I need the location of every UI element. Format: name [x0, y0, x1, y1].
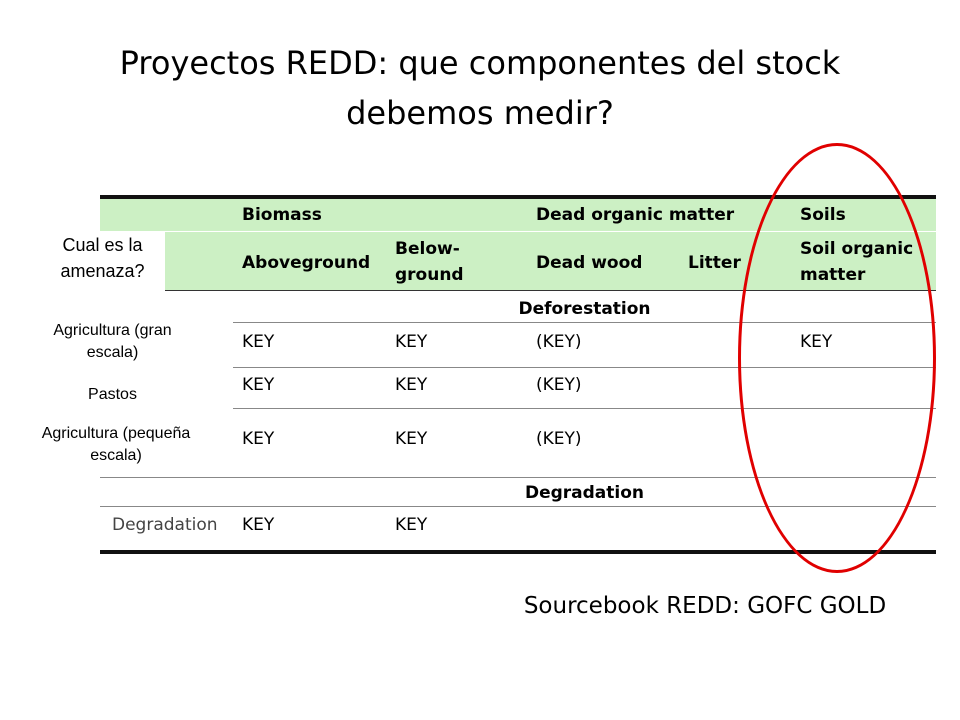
col-header-aboveground: Aboveground	[242, 253, 371, 273]
col-header-dead-wood: Dead wood	[536, 253, 643, 273]
threat-line-2: amenaza?	[60, 261, 145, 281]
cell-r3-belowground: KEY	[395, 429, 428, 449]
cell-r2-aboveground: KEY	[242, 375, 275, 395]
soil-highlight-ellipse	[738, 143, 936, 573]
cell-r3-dead-wood: (KEY)	[536, 429, 582, 449]
row-label-large-agriculture	[0, 320, 225, 370]
row-label-pasture	[40, 384, 185, 408]
row-label-small-agriculture	[0, 423, 232, 475]
cell-r3-aboveground: KEY	[242, 429, 275, 449]
cell-r1-belowground: KEY	[395, 332, 428, 352]
title-line-1: Proyectos REDD: que componentes del stock	[119, 44, 841, 82]
row-label-line: Agricultura (pequeña	[41, 425, 191, 442]
threat-line-1: Cual es la	[62, 235, 143, 255]
group-header-soils: Soils	[800, 205, 846, 225]
row-label-line: Pastos	[88, 386, 137, 403]
cell-degradation-belowground: KEY	[395, 515, 428, 535]
cell-degradation-aboveground: KEY	[242, 515, 275, 535]
row-label-line: Agricultura (gran	[53, 322, 172, 339]
row-label-line: escala)	[86, 344, 139, 361]
source-caption: Sourcebook REDD: GOFC GOLD	[523, 593, 887, 619]
cell-r1-aboveground: KEY	[242, 332, 275, 352]
cell-r1-soil: KEY	[800, 332, 833, 352]
group-header-dead-organic-matter: Dead organic matter	[536, 205, 735, 225]
cell-r2-belowground: KEY	[395, 375, 428, 395]
row-label-line: escala)	[90, 447, 142, 464]
cell-r1-dead-wood: (KEY)	[536, 332, 582, 352]
slide-title	[60, 38, 900, 138]
title-line-2: debemos medir?	[346, 94, 614, 132]
threat-question-label	[40, 232, 165, 292]
col-header-belowground-2: ground	[395, 265, 464, 285]
group-header-biomass: Biomass	[242, 205, 322, 225]
section-degradation: Degradation	[524, 483, 645, 503]
section-deforestation: Deforestation	[518, 299, 651, 319]
col-header-soil-organic-1: Soil organic	[800, 239, 914, 259]
degradation-row-label: Degradation	[112, 515, 218, 535]
col-header-soil-organic-2: matter	[800, 265, 866, 285]
col-header-belowground-1: Below-	[395, 239, 460, 259]
cell-r2-dead-wood: (KEY)	[536, 375, 582, 395]
col-header-litter: Litter	[688, 253, 741, 273]
